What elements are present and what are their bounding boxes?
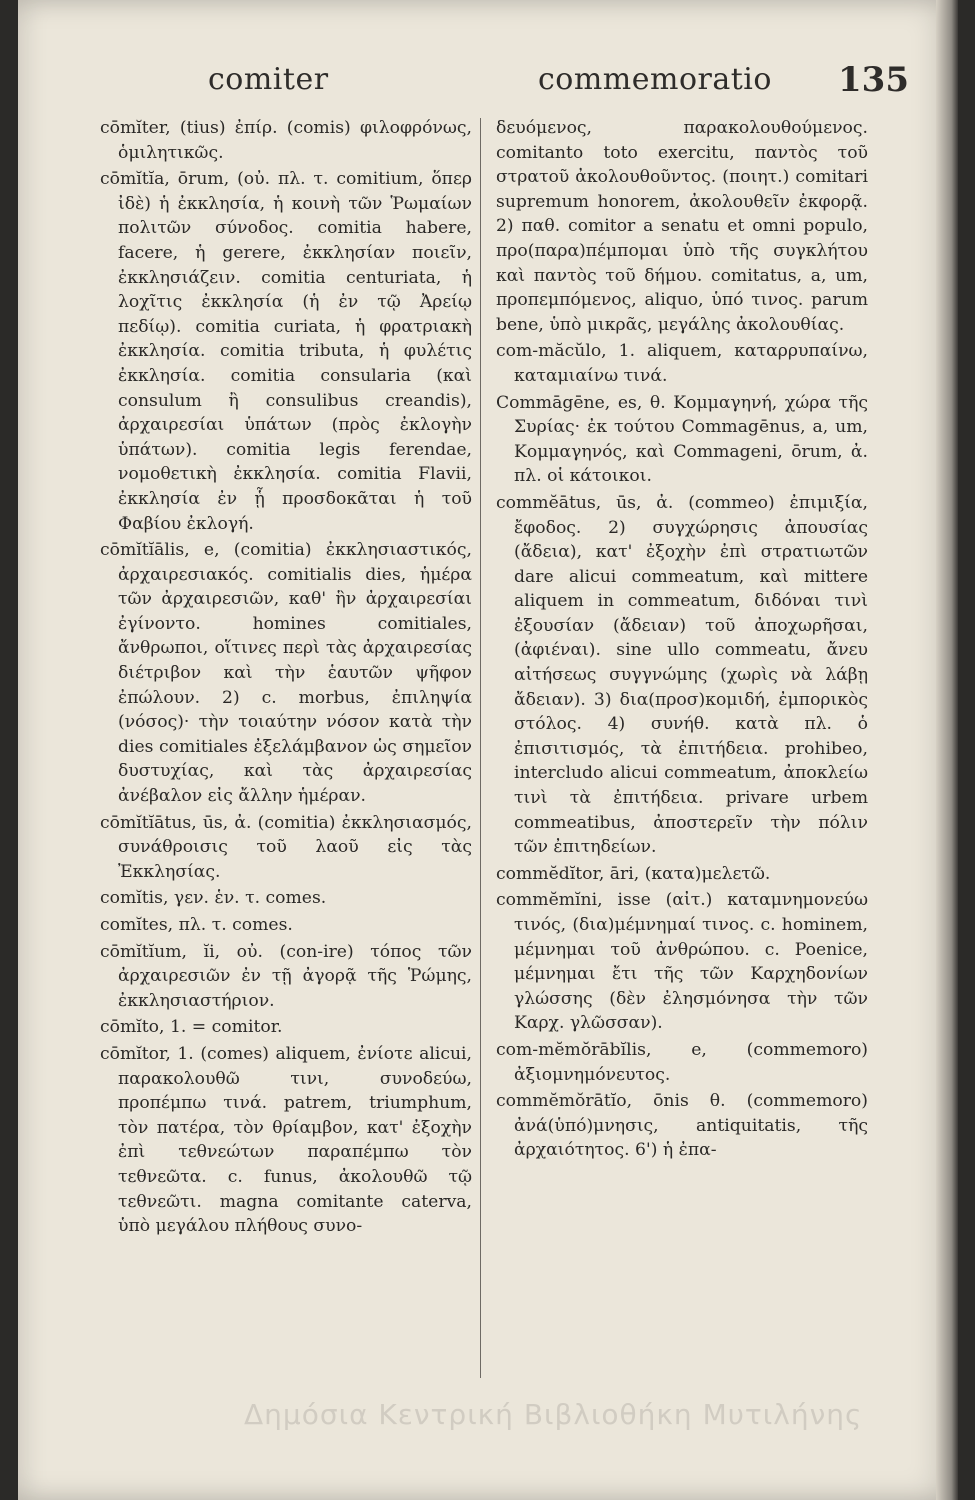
left-column: [100, 116, 472, 1241]
entry-comiter: cōmĭter, (tius) ἐπίρ. (comis) φιλοφρόνως, ὁμιλητικῶς.: [100, 118, 472, 163]
header-right-word: commemoratio: [538, 62, 772, 97]
entry-comitis: comĭtis, γεν. ἑν. τ. comes.: [100, 888, 327, 909]
running-header: [18, 62, 958, 112]
header-left-word: comiter: [208, 62, 329, 97]
entry-comitia: cōmĭtĭa, ōrum, (οὐ. πλ. τ. comitium, ὅπερ ἰδὲ) ἡ ἐκκλησία, ἡ κοινὴ τῶν Ῥωμαίων πολιτῶν σύνοδος. comitia habere, facere, ἡ gerere, ἐκκλησίαν ποιεῖν, ἐκκλησιάζειν. comitia centuriata, ἡ λοχῖτις ἐκκλησία (ἡ ἐν τῷ Ἀρείῳ πεδίῳ). comitia curiata, ἡ φρατριακὴ ἐκκλησία. comitia tributa, ἡ φυλέτις ἐκκλησία. comitia consularia (καὶ consulum ἢ consulibus creandis), ἀρχαιρεσίαι ὑπάτων (πρὸς ἐκλογὴν ὑπάτων). comitia legis ferendae, νομοθετικὴ ἐκκλησία. comitia Flavii, ἐκκλησία ἐν ᾗ προσδοκᾶται ἡ τοῦ Φαβίου ἐκλογή.: [100, 169, 472, 534]
dictionary-page: [18, 0, 958, 1500]
page-edge-shadow: [936, 0, 958, 1500]
entry-comitor: cōmĭtor, 1. (comes) aliquem, ἐνίοτε alicui, παρακολουθῶ τινι, συνοδεύω, προπέμπω τινά. patrem, triumphum, τὸν πατέρα, τὸν θρίαμβον, κατ' ἐξοχὴν ἐπὶ τεθνεώτων παραπέμπω τὸν τεθνεῶτα. c. funus, ἀκολουθῶ τῷ τεθνεῶτι. magna comitante caterva, ὑπὸ μεγάλου πλήθους συνο-: [100, 1043, 472, 1237]
entry-commemini: commĕmĭni, isse (αἰτ.) καταμνημονεύω τινός, (δια)μέμνημαί τινος. c. hominem, μέμνημαι τοῦ ἀνθρώπου. c. Poenice, μέμνημαι ἔτι τῆς τῶν Καρχηδονίων γλώσσης (δὲν ἐλησμόνησα τὴν τῶν Καρχ. γλῶσσαν).: [496, 890, 868, 1034]
entry-commemorabilis: com-mĕmŏrābĭlis, e, (commemoro) ἀξιομνημόνευτος.: [496, 1039, 868, 1085]
entry-comitiatus: cōmĭtĭātus, ūs, ἀ. (comitia) ἐκκλησιασμός, συνάθροισις τοῦ λαοῦ εἰς τὰς Ἐκκλησίας.: [100, 812, 472, 882]
column-divider: [480, 118, 481, 1378]
page-number: 135: [838, 60, 909, 100]
entry-comitor-continued: δευόμενος, παρακολουθούμενος. comitanto toto exercitu, παντὸς τοῦ στρατοῦ ἀκολουθοῦντος. (ποιητ.) comitari supremum honorem, ἀκολουθεῖν ἐκφορᾷ. 2) παθ. comitor a senatu et omni populo, προ(παρα)πέμπομαι ὑπὸ τῆς συγκλήτου καὶ παντὸς τοῦ δήμου. comitatus, a, um, προπεμπόμενος, aliquo, ὑπό τινος. parum bene, ὑπὸ μικρᾶς, μεγάλης ἀκολουθίας.: [496, 118, 868, 335]
entry-commaculo: com-măcŭlo, 1. aliquem, καταρρυπαίνω, καταμιαίνω τινά.: [496, 341, 868, 386]
entry-comitialis: cōmĭtĭālis, e, (comitia) ἐκκλησιαστικός, ἀρχαιρεσιακός. comitialis dies, ἡμέρα τῶν ἀρχαιρεσιῶν, καθ' ἣν ἀρχαιρεσίαι ἐγίνοντο. homines comitiales, ἄνθρωποι, οἵτινες περὶ τὰς ἀρχαιρεσίας διέτριβον καὶ τὴν ἑαυτῶν ψῆφον ἐπώλουν. 2) c. morbus, ἐπιληψία (νόσος)· τὴν τοιαύτην νόσον κατὰ τὴν dies comitiales ἐξελάμβανον ὡς σημεῖον δυστυχίας, καὶ τὰς ἀρχαιρεσίας ἀνέβαλον εἰς ἄλλην ἡμέραν.: [100, 540, 472, 807]
entry-commeditor: commĕdĭtor, āri, (κατα)μελετῶ.: [496, 863, 771, 884]
entry-commeatus: commĕātus, ūs, ἀ. (commeo) ἐπιμιξία, ἔφοδος. 2) συγχώρησις ἀπουσίας (ἄδεια), κατ' ἐξοχὴν ἐπὶ στρατιωτῶν dare alicui commeatum, καὶ mittere aliquem in commeatum, διδόναι τινὶ ἐξουσίαν (ἄδειαν) τοῦ ἀποχωρῆσαι, (ἀφιέναι). sine ullo commeatu, ἄνευ αἰτήσεως συγγνώμης (χωρὶς νὰ λάβῃ ἄδειαν). 3) δια(προσ)κομιδή, ἐμπορικὸς στόλος. 4) συνήθ. κατὰ πλ. ὁ ἐπισιτισμός, τὰ ἐπιτήδεια. prohibeo, intercludo alicui commeatum, ἀποκλείω τινὶ τὰ ἐπιτήδεια. privare urbem commeatibus, ἀποστερεῖν τὴν πόλιν τῶν ἐπιτηδείων.: [496, 492, 868, 858]
library-watermark: Δημόσια Κεντρική Βιβλιοθήκη Μυτιλήνης: [244, 1398, 863, 1431]
entry-comito: cōmĭto, 1. = comitor.: [100, 1017, 283, 1038]
entry-commagene: Commāgēne, es, θ. Κομμαγηνή, χώρα τῆς Συρίας· ἐκ τούτου Commagēnus, a, um, Κομμαγηνός, καὶ Commageni, ōrum, ἀ. πλ. οἱ κάτοικοι.: [496, 392, 868, 487]
entry-comitium: cōmĭtĭum, ĭi, οὐ. (con-ire) τόπος τῶν ἀρχαιρεσιῶν ἐν τῇ ἀγορᾷ τῆς Ῥώμης, ἐκκλησιαστήριον.: [100, 941, 472, 1011]
entry-commemoratio: commĕmŏrātĭo, ōnis θ. (commemoro) ἀνά(ὑπό)μνησις, antiquitatis, τῆς ἀρχαιότητος. 6') ἡ ἐπα-: [496, 1091, 868, 1161]
entry-comites: comĭtes, πλ. τ. comes.: [100, 915, 293, 935]
right-column: [496, 116, 868, 1165]
